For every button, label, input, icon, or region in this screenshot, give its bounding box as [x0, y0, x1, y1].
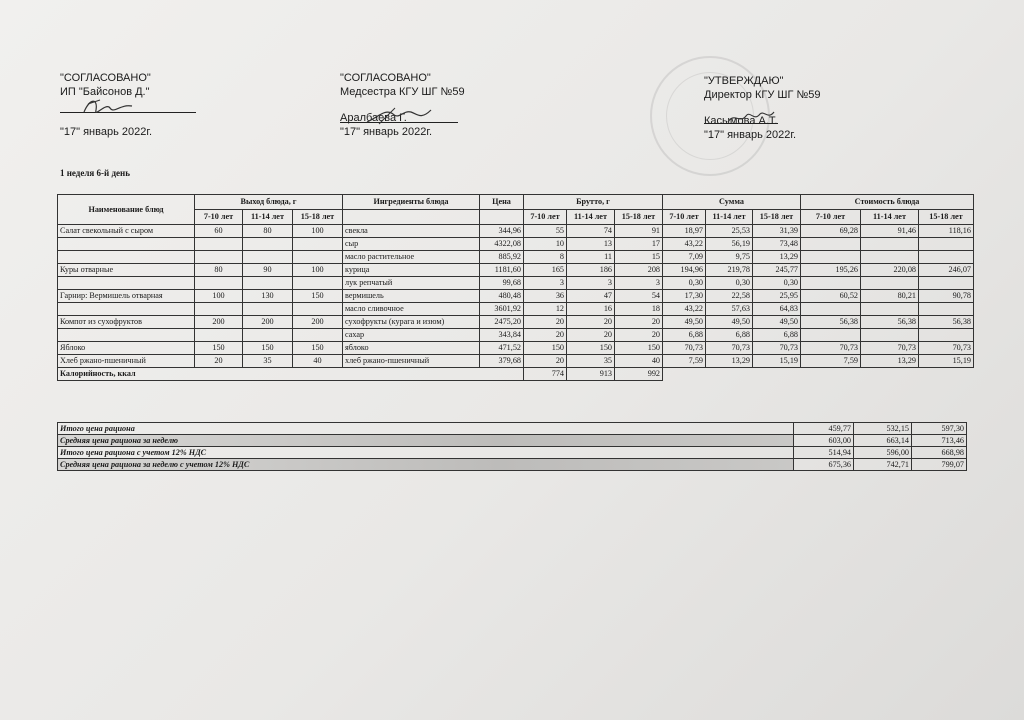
output-value: [195, 277, 243, 290]
dish-name: Хлеб ржано-пшеничный: [58, 355, 195, 368]
totals-row: [58, 423, 967, 435]
gross-value: 47: [567, 290, 615, 303]
ingredient-name: сухофрукты (курага и изюм): [343, 316, 480, 329]
dish-name: Куры отварные: [58, 264, 195, 277]
approval-left-date: "17" январь 2022г.: [60, 126, 153, 138]
output-value: 100: [293, 225, 343, 238]
output-value: 35: [243, 355, 293, 368]
table-row: [58, 290, 974, 303]
header-age: 11-14 лет: [706, 210, 753, 225]
sum-value: 219,78: [706, 264, 753, 277]
header-age: 11-14 лет: [243, 210, 293, 225]
sum-value: 13,29: [706, 355, 753, 368]
sum-value: 70,73: [706, 342, 753, 355]
gross-value: 186: [567, 264, 615, 277]
price-value: 344,96: [480, 225, 524, 238]
gross-value: 20: [524, 355, 567, 368]
table-row: [58, 225, 974, 238]
sum-value: 15,19: [753, 355, 801, 368]
gross-value: 15: [615, 251, 663, 264]
gross-value: 20: [615, 316, 663, 329]
totals-value: 596,00: [854, 447, 912, 459]
output-value: [195, 303, 243, 316]
cost-value: 56,38: [861, 316, 919, 329]
price-value: 885,92: [480, 251, 524, 264]
totals-label: Средняя цена рациона за неделю с учетом 12% НДС: [58, 459, 794, 471]
cost-value: 118,16: [919, 225, 974, 238]
output-value: [195, 238, 243, 251]
gross-value: 150: [615, 342, 663, 355]
output-value: 150: [293, 290, 343, 303]
cost-value: 69,28: [801, 225, 861, 238]
gross-value: 74: [567, 225, 615, 238]
output-value: 20: [195, 355, 243, 368]
cost-value: [861, 277, 919, 290]
ingredient-name: курица: [343, 264, 480, 277]
gross-value: 20: [567, 316, 615, 329]
price-value: 4322,08: [480, 238, 524, 251]
output-value: 150: [293, 342, 343, 355]
table-row: [58, 251, 974, 264]
output-value: 80: [195, 264, 243, 277]
cost-value: 13,29: [861, 355, 919, 368]
cost-value: [919, 329, 974, 342]
cost-value: [861, 238, 919, 251]
dish-name: Гарнир: Вермишель отварная: [58, 290, 195, 303]
price-value: 343,84: [480, 329, 524, 342]
output-value: 150: [195, 342, 243, 355]
price-value: 480,48: [480, 290, 524, 303]
price-value: 2475,20: [480, 316, 524, 329]
menu-table: [57, 194, 974, 381]
totals-value: 532,15: [854, 423, 912, 435]
signature-right: [726, 106, 776, 128]
gross-value: 3: [615, 277, 663, 290]
output-value: 60: [195, 225, 243, 238]
sum-value: 49,50: [753, 316, 801, 329]
header-age: 15-18 лет: [293, 210, 343, 225]
gross-value: 18: [615, 303, 663, 316]
cost-value: [801, 238, 861, 251]
approval-middle-name: Аралбаева Г.: [340, 112, 407, 124]
ingredient-name: яблоко: [343, 342, 480, 355]
cost-value: 91,46: [861, 225, 919, 238]
header-age: 11-14 лет: [861, 210, 919, 225]
gross-value: 150: [524, 342, 567, 355]
gross-value: 91: [615, 225, 663, 238]
cost-value: [861, 251, 919, 264]
header-age: 15-18 лет: [919, 210, 974, 225]
gross-value: 35: [567, 355, 615, 368]
price-value: 379,68: [480, 355, 524, 368]
sum-value: 43,22: [663, 303, 706, 316]
gross-value: 165: [524, 264, 567, 277]
gross-value: 20: [615, 329, 663, 342]
totals-row: [58, 447, 967, 459]
cost-value: [919, 251, 974, 264]
dish-name: [58, 277, 195, 290]
price-value: 471,52: [480, 342, 524, 355]
dish-name: Компот из сухофруктов: [58, 316, 195, 329]
price-value: 1181,60: [480, 264, 524, 277]
totals-row: [58, 435, 967, 447]
cost-value: [801, 277, 861, 290]
ingredient-name: вермишель: [343, 290, 480, 303]
cost-value: 60,52: [801, 290, 861, 303]
sum-value: 17,30: [663, 290, 706, 303]
cost-value: 70,73: [919, 342, 974, 355]
dish-name: Салат свекольный с сыром: [58, 225, 195, 238]
dish-name: [58, 251, 195, 264]
dish-name: Яблоко: [58, 342, 195, 355]
header-sum: Сумма: [663, 195, 801, 210]
ingredient-name: сахар: [343, 329, 480, 342]
output-value: 100: [195, 290, 243, 303]
header-age: 7-10 лет: [195, 210, 243, 225]
header-gross: Брутто, г: [524, 195, 663, 210]
output-value: [293, 238, 343, 251]
sum-value: 25,53: [706, 225, 753, 238]
gross-value: 36: [524, 290, 567, 303]
output-value: [293, 303, 343, 316]
output-value: [195, 329, 243, 342]
output-value: [243, 277, 293, 290]
table-row: [58, 342, 974, 355]
sum-value: 6,88: [706, 329, 753, 342]
gross-value: 11: [567, 251, 615, 264]
gross-value: 150: [567, 342, 615, 355]
totals-value: 713,46: [912, 435, 967, 447]
approval-right-date: "17" январь 2022г.: [704, 128, 797, 141]
week-day-label: 1 неделя 6-й день: [60, 168, 130, 178]
dish-name: [58, 303, 195, 316]
header-dish-name: Наименование блюд: [58, 195, 195, 225]
table-row: [58, 238, 974, 251]
gross-value: 13: [567, 238, 615, 251]
sum-value: 0,30: [706, 277, 753, 290]
gross-value: 16: [567, 303, 615, 316]
table-row: [58, 316, 974, 329]
calories-value: 992: [615, 368, 663, 381]
totals-value: 668,98: [912, 447, 967, 459]
gross-value: 12: [524, 303, 567, 316]
gross-value: 20: [524, 329, 567, 342]
gross-value: 17: [615, 238, 663, 251]
sum-value: 25,95: [753, 290, 801, 303]
totals-row: [58, 459, 967, 471]
sum-value: 194,96: [663, 264, 706, 277]
cost-value: 56,38: [919, 316, 974, 329]
gross-value: 40: [615, 355, 663, 368]
approval-right-title: "УТВЕРЖДАЮ": [704, 75, 784, 87]
approval-middle-position: Медсестра КГУ ШГ №59: [340, 85, 465, 98]
totals-table: [57, 422, 967, 471]
ingredient-name: свекла: [343, 225, 480, 238]
totals-value: 799,07: [912, 459, 967, 471]
header-age: 7-10 лет: [524, 210, 567, 225]
ingredient-name: масло растительное: [343, 251, 480, 264]
sum-value: 7,59: [663, 355, 706, 368]
header-cost: Стоимость блюда: [801, 195, 974, 210]
cost-value: [861, 303, 919, 316]
sum-value: 49,50: [663, 316, 706, 329]
output-value: 150: [243, 342, 293, 355]
dish-name: [58, 329, 195, 342]
totals-label: Итого цена рациона с учетом 12% НДС: [58, 447, 794, 459]
sum-value: 49,50: [706, 316, 753, 329]
totals-value: 603,00: [794, 435, 854, 447]
gross-value: 3: [524, 277, 567, 290]
sum-value: 0,30: [663, 277, 706, 290]
gross-value: 54: [615, 290, 663, 303]
ingredient-name: масло сливочное: [343, 303, 480, 316]
sum-value: 57,63: [706, 303, 753, 316]
sum-value: 73,48: [753, 238, 801, 251]
cost-value: [919, 238, 974, 251]
totals-value: 663,14: [854, 435, 912, 447]
cost-value: [801, 329, 861, 342]
header-ingredients: Ингредиенты блюда: [343, 195, 480, 210]
approval-middle-date: "17" январь 2022г.: [340, 125, 433, 138]
totals-value: 675,36: [794, 459, 854, 471]
sum-value: 70,73: [753, 342, 801, 355]
calories-label: Калорийность, ккал: [58, 368, 524, 381]
table-row: [58, 277, 974, 290]
cost-value: 220,08: [861, 264, 919, 277]
sum-value: 7,09: [663, 251, 706, 264]
table-row: [58, 329, 974, 342]
signature-middle: [365, 104, 435, 128]
header-age: 7-10 лет: [663, 210, 706, 225]
sum-value: 31,39: [753, 225, 801, 238]
header-age: 15-18 лет: [615, 210, 663, 225]
sum-value: 6,88: [663, 329, 706, 342]
header-age: 15-18 лет: [753, 210, 801, 225]
table-row: [58, 355, 974, 368]
totals-value: 514,94: [794, 447, 854, 459]
gross-value: 20: [524, 316, 567, 329]
sum-value: 43,22: [663, 238, 706, 251]
totals-label: Итого цена рациона: [58, 423, 794, 435]
header-age: 7-10 лет: [801, 210, 861, 225]
gross-value: 55: [524, 225, 567, 238]
sum-value: 6,88: [753, 329, 801, 342]
totals-label: Средняя цена рациона за неделю: [58, 435, 794, 447]
totals-value: 459,77: [794, 423, 854, 435]
approval-right-position: Директор КГУ ШГ №59: [704, 88, 821, 101]
output-value: 200: [195, 316, 243, 329]
output-value: [293, 277, 343, 290]
sum-value: 9,75: [706, 251, 753, 264]
sum-value: 64,83: [753, 303, 801, 316]
output-value: [293, 251, 343, 264]
totals-value: 597,30: [912, 423, 967, 435]
header-age: 11-14 лет: [567, 210, 615, 225]
gross-value: 208: [615, 264, 663, 277]
cost-value: [919, 303, 974, 316]
cost-value: 7,59: [801, 355, 861, 368]
output-value: 80: [243, 225, 293, 238]
approval-left-title: "СОГЛАСОВАНО": [60, 72, 151, 84]
cost-value: 246,07: [919, 264, 974, 277]
gross-value: 20: [567, 329, 615, 342]
signature-left: [80, 94, 140, 120]
sum-value: 70,73: [663, 342, 706, 355]
table-row: [58, 303, 974, 316]
cost-value: [861, 329, 919, 342]
gross-value: 10: [524, 238, 567, 251]
price-value: 3601,92: [480, 303, 524, 316]
sum-value: 18,97: [663, 225, 706, 238]
output-value: 100: [293, 264, 343, 277]
approval-right-name: Касымова А.Т.: [704, 115, 778, 127]
output-value: [243, 303, 293, 316]
ingredient-name: хлеб ржано-пшеничный: [343, 355, 480, 368]
output-value: 40: [293, 355, 343, 368]
sum-value: 22,58: [706, 290, 753, 303]
output-value: 200: [293, 316, 343, 329]
output-value: [243, 329, 293, 342]
cost-value: [801, 303, 861, 316]
output-value: [243, 238, 293, 251]
cost-value: 70,73: [861, 342, 919, 355]
ingredient-name: сыр: [343, 238, 480, 251]
approval-left-name: ИП "Байсонов Д.": [60, 85, 150, 98]
header-price: Цена: [480, 195, 524, 210]
ingredient-name: лук репчатый: [343, 277, 480, 290]
header-output: Выход блюда, г: [195, 195, 343, 210]
cost-value: [919, 277, 974, 290]
cost-value: 15,19: [919, 355, 974, 368]
cost-value: 90,78: [919, 290, 974, 303]
gross-value: 8: [524, 251, 567, 264]
price-value: 99,68: [480, 277, 524, 290]
output-value: [243, 251, 293, 264]
cost-value: 195,26: [801, 264, 861, 277]
approval-middle-title: "СОГЛАСОВАНО": [340, 72, 431, 84]
sum-value: 245,77: [753, 264, 801, 277]
calories-value: 913: [567, 368, 615, 381]
sum-value: 56,19: [706, 238, 753, 251]
output-value: [293, 329, 343, 342]
gross-value: 3: [567, 277, 615, 290]
totals-value: 742,71: [854, 459, 912, 471]
dish-name: [58, 238, 195, 251]
calories-value: 774: [524, 368, 567, 381]
cost-value: [801, 251, 861, 264]
output-value: 130: [243, 290, 293, 303]
cost-value: 70,73: [801, 342, 861, 355]
cost-value: 80,21: [861, 290, 919, 303]
output-value: 90: [243, 264, 293, 277]
output-value: 200: [243, 316, 293, 329]
cost-value: 56,38: [801, 316, 861, 329]
sum-value: 13,29: [753, 251, 801, 264]
output-value: [195, 251, 243, 264]
sum-value: 0,30: [753, 277, 801, 290]
table-row: [58, 264, 974, 277]
